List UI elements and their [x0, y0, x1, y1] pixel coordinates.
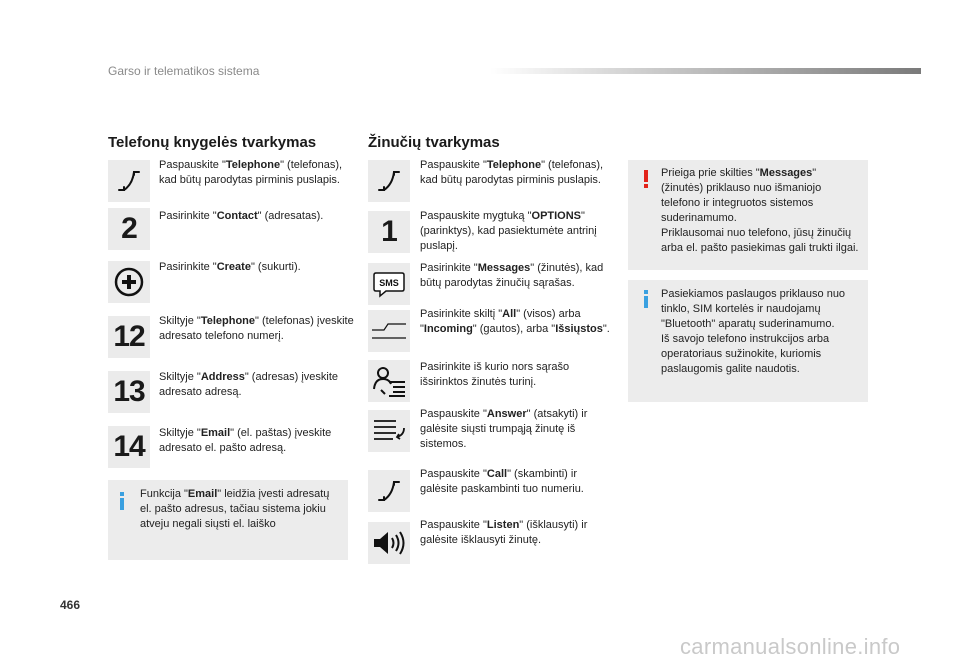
page-number: 466 [60, 598, 81, 612]
number-14-icon: 14 [108, 426, 150, 468]
step-text: Pasirinkite "Messages" (žinutės), kad būtų parodytas žinučių sąrašas. [420, 262, 604, 289]
svg-text:SMS: SMS [379, 278, 399, 288]
tab-filter-icon [368, 310, 410, 352]
number-1-icon: 1 [368, 211, 410, 253]
phone-handset-icon [108, 160, 150, 202]
phone-handset-icon [368, 470, 410, 512]
message-reply-icon [368, 410, 410, 452]
warning-icon [644, 170, 648, 188]
note-text: Pasiekiamos paslaugos priklauso nuo tinklo, SIM kortelės ir naudojamų "Bluetooth" aparatų suderinamumo. Iš savojo telefono instrukcijos arba operatoriaus sužinokite, kuriomis paslaugomis galite naudotis. [661, 288, 846, 375]
step-text: Paspauskite mygtuką "OPTIONS" (parinktys), kad pasiektumėte antrinį puslapį. [420, 210, 597, 252]
step-text: Pasirinkite "Contact" (adresatas). [159, 210, 324, 222]
phonebook-section-title: Telefonų knygelės tvarkymas [108, 134, 317, 151]
plus-circle-icon [108, 261, 150, 303]
step-text: Skiltyje "Email" (el. paštas) įveskite adresato el. pašto adresą. [159, 427, 332, 454]
step-text: Paspauskite "Telephone" (telefonas), kad būtų parodytas pirminis puslapis. [159, 159, 343, 186]
number-12-icon: 12 [108, 316, 150, 358]
number-13-icon: 13 [108, 371, 150, 413]
note-text: Funkcija "Email" leidžia įvesti adresatų el. pašto adresus, tačiau sistema jokiu atveju negali siųsti el. laiško [140, 488, 330, 530]
step-text: Pasirinkite "Create" (sukurti). [159, 261, 301, 273]
number-2-icon: 2 [108, 208, 150, 250]
header-decorative-bar [490, 68, 921, 74]
info-icon [120, 492, 124, 510]
phone-handset-icon [368, 160, 410, 202]
person-list-icon [368, 360, 410, 402]
step-text: Pasirinkite iš kurio nors sąrašo išsirinktos žinutės turinį. [420, 361, 570, 388]
step-text: Paspauskite "Telephone" (telefonas), kad būtų parodytas pirminis puslapis. [420, 159, 604, 186]
speaker-icon [368, 522, 410, 564]
step-text: Paspauskite "Answer" (atsakyti) ir galėsite siųsti trumpąją žinutę iš sistemos. [420, 408, 588, 450]
messages-section-title: Žinučių tvarkymas [368, 134, 500, 151]
header-title: Garso ir telematikos sistema [108, 64, 260, 78]
step-text: Skiltyje "Telephone" (telefonas) įveskite adresato telefono numerį. [159, 315, 354, 342]
sms-icon [368, 263, 410, 305]
info-icon [644, 290, 648, 308]
step-text: Paspauskite "Call" (skambinti) ir galėsite paskambinti tuo numeriu. [420, 468, 584, 495]
note-text: Prieiga prie skilties "Messages" (žinutės) priklauso nuo išmaniojo telefono ir integruotos sistemos suderinamumo. Priklausomai nuo telefono, jūsų žinučių arba el. pašto pasiekimas gali trukti ilgai. [661, 167, 859, 254]
step-text: Skiltyje "Address" (adresas) įveskite adresato adresą. [159, 371, 338, 398]
step-text: Pasirinkite skiltį "All" (visos) arba "Incoming" (gautos), arba "Išsiųstos". [420, 308, 610, 335]
watermark: carmanualsonline.info [680, 634, 901, 659]
step-text: Paspauskite "Listen" (išklausyti) ir galėsite išklausyti žinutę. [420, 519, 588, 546]
